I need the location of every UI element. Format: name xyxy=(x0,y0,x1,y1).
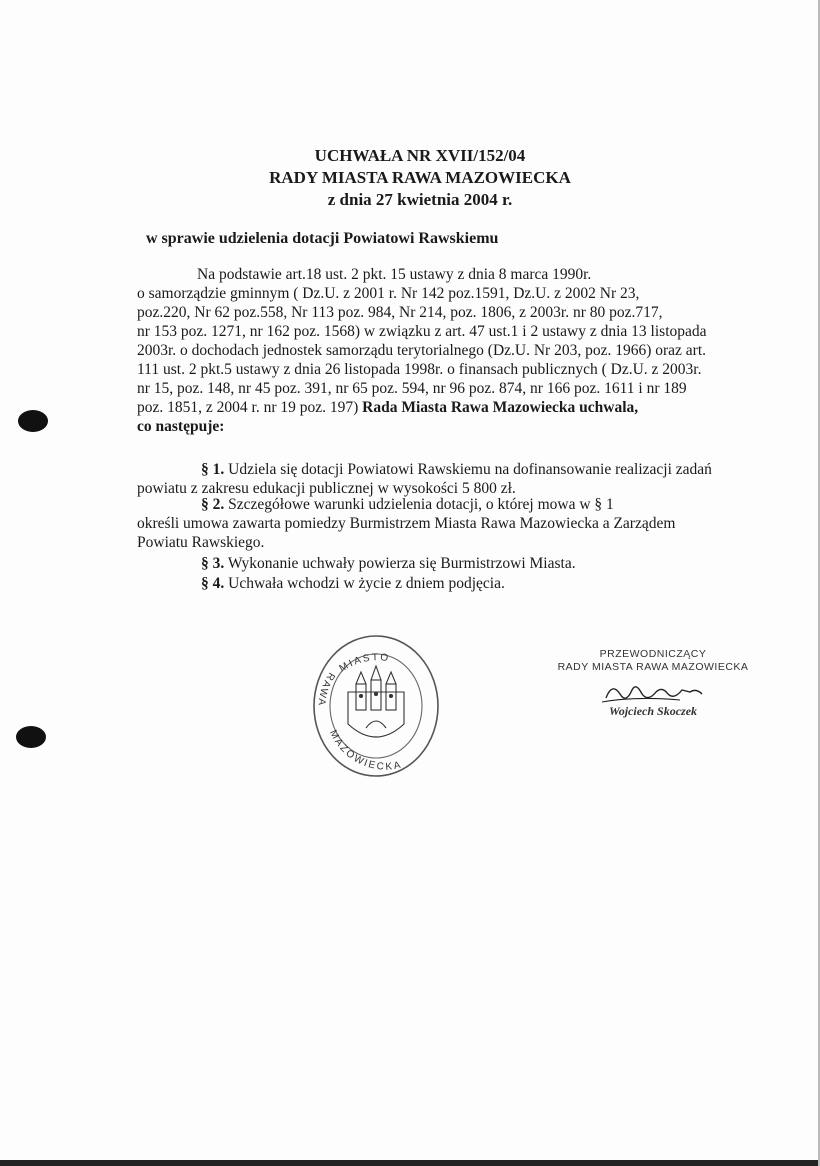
signature-block xyxy=(548,648,758,719)
legal-basis-line xyxy=(137,398,757,417)
section-line xyxy=(137,460,757,479)
resolution-subject: w sprawie udzielenia dotacji Powiatowi Rawskiemu xyxy=(146,230,499,247)
legal-basis-line: Na podstawie art.18 ust. 2 pkt. 15 ustawy z dnia 8 marca 1990r. xyxy=(197,266,592,283)
council-resolves: Rada Miasta Rawa Mazowiecka uchwala, xyxy=(362,399,639,416)
as-follows: co następuje: xyxy=(137,418,225,435)
svg-text:RAWA xyxy=(315,670,336,707)
signatory-title: PRZEWODNICZĄCY xyxy=(599,648,707,660)
section-text: Udziela się dotacji Powiatowi Rawskiemu na dofinansowanie realizacji zadań xyxy=(228,461,712,478)
section-mark: § 1. xyxy=(201,461,225,478)
signatory-name: Wojciech Skoczek xyxy=(608,704,698,718)
section-text: Powiatu Rawskiego. xyxy=(137,534,265,551)
section-text: powiatu z zakresu edukacji publicznej w wysokości 5 800 zł. xyxy=(137,480,516,497)
legal-basis-line: poz.220, Nr 62 poz.558, Nr 113 poz. 984, Nr 214, poz. 1806, z 2003r. nr 80 poz.717, xyxy=(137,304,663,321)
section-text: określi umowa zawarta pomiedzy Burmistrzem Miasta Rawa Mazowiecka a Zarządem xyxy=(137,515,676,532)
legal-basis-line: nr 153 poz. 1271, nr 162 poz. 1568) w związku z art. 47 ust.1 i 2 ustawy z dnia 13 listopada xyxy=(137,323,707,340)
seal-text-top: MIASTO xyxy=(337,652,391,675)
signatory-council: RADY MIASTA RAWA MAZOWIECKA xyxy=(557,661,749,673)
section-mark: § 3. xyxy=(201,555,225,572)
section-line xyxy=(137,495,757,514)
section-mark: § 2. xyxy=(201,496,225,513)
legal-basis-line: o samorządzie gminnym ( Dz.U. z 2001 r. Nr 142 poz.1591, Dz.U. z 2002 Nr 23, xyxy=(137,285,640,302)
section-2 xyxy=(137,495,757,552)
city-seal xyxy=(312,632,440,780)
seal-text-left: RAWA xyxy=(315,670,337,708)
legal-basis-line: 111 ust. 2 pkt.5 ustawy z dnia 26 listopada 1998r. o finansach publicznych ( Dz.U. z 2003r. xyxy=(137,361,702,378)
resolution-header xyxy=(120,145,720,211)
section-text: Wykonanie uchwały powierza się Burmistrzowi Miasta. xyxy=(227,555,576,572)
section-line xyxy=(201,574,820,593)
legal-basis xyxy=(137,265,757,436)
resolution-date: z dnia 27 kwietnia 2004 r. xyxy=(327,190,513,209)
punch-hole xyxy=(16,726,46,748)
section-text: Uchwała wchodzi w życie z dniem podjęcia. xyxy=(228,575,505,592)
legal-basis-line: nr 15, poz. 148, nr 45 poz. 391, nr 65 poz. 594, nr 96 poz. 874, nr 166 poz. 1611 i nr 189 xyxy=(137,380,687,397)
section-line xyxy=(201,554,820,573)
section-1 xyxy=(137,460,757,498)
section-3 xyxy=(201,554,820,573)
coat-of-arms-icon xyxy=(348,666,404,737)
legal-basis-line: 2003r. o dochodach jednostek samorządu terytorialnego (Dz.U. Nr 203, poz. 1966) oraz art. xyxy=(137,342,707,359)
section-4 xyxy=(201,574,820,593)
svg-text:MIASTO xyxy=(338,652,391,674)
resolution-number: UCHWAŁA NR XVII/152/04 xyxy=(314,146,526,165)
scan-edge xyxy=(0,1160,820,1166)
punch-hole xyxy=(18,410,48,432)
seal-text-bottom: MAZOWIECKA xyxy=(327,728,404,773)
section-mark: § 4. xyxy=(201,575,225,592)
legal-basis-citation: poz. 1851, z 2004 r. nr 19 poz. 197) xyxy=(137,399,363,416)
handwritten-signature xyxy=(598,676,708,706)
council-name: RADY MIASTA RAWA MAZOWIECKA xyxy=(269,168,571,187)
section-text: Szczegółowe warunki udzielenia dotacji, o której mowa w § 1 xyxy=(228,496,614,513)
